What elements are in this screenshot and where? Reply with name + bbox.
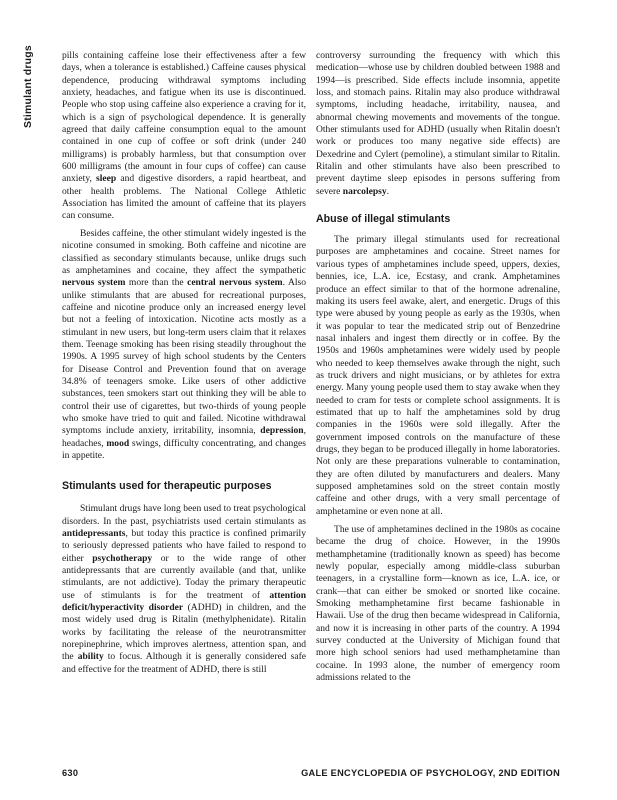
key-term: narcolepsy (342, 185, 387, 197)
page-number: 630 (62, 768, 79, 778)
paragraph: controversy surrounding the frequency with which this medication—whose use by children doubled between 1988 and 1994—is prescribed. Side effects include insomnia, appetite loss, and stomach pains. Ritalin may also produce withdrawal symptoms, including headache, irritability, nausea, and abnormal chewing movements and movements of the tongue. Other stimulants used for ADHD (usually when Ritalin doesn't work or produces too many negative side effects) are Dexedrine and Cylert (pemoline), a stimulant similar to Ritalin. Ritalin and other stimulants have also been prescribed to prevent daytime sleep episodes in persons suffering from severe narcolepsy. (316, 50, 560, 197)
paragraph: Stimulant drugs have long been used to treat psychological disorders. In the past, psychiatrists used certain stimulants as antidepressants, but today this practice is confined primarily to seriously depressed patients who have failed to respond to either psychotherapy or to the wide range of other antidepressants that are currently available (and that, unlike stimulants, are not addictive). Today the primary therapeutic use of stimulants is for the treatment of attention deficit/hyperactivity disorder (ADHD) in children, and the most widely used drug is Ritalin (methylphenidate). Ritalin works by facilitating the release of the neurotransmitter norepinephrine, which improves alertness, attention span, and the ability to focus. Although it is generally considered safe and effective for the treatment of ADHD, there is still (62, 503, 306, 675)
key-term: antidepressants (62, 528, 126, 540)
key-term: sleep (96, 173, 117, 185)
section-heading: Stimulants used for therapeutic purposes (62, 480, 272, 493)
key-term: psychotherapy (92, 552, 153, 564)
key-term: depression (260, 425, 304, 437)
paragraph: pills containing caffeine lose their effectiveness after a few days, when a tolerance is established.) Caffeine causes physical dependence, producing withdrawal symptoms including anxiety, headaches, and fatigue when its use is discontinued. People who stop using caffeine also experience a craving for it, which is a sign of psychological dependence. It is generally agreed that daily caffeine consumption equal to the amount contained in one cup of coffee or soft drink (under 240 milligrams) is probably harmless, but that consumption over 600 milligrams (the amount in four cups of coffee) can cause anxiety, sleep and digestive disorders, a rapid heartbeat, and other health problems. The National College Athletic Association has limited the amount of caffeine that its players can consume. (62, 50, 307, 222)
paragraph: Besides caffeine, the other stimulant widely ingested is the nicotine consumed in smoking. Both caffeine and nicotine are classified as secondary stimulants because, unlike drugs such as amphetamines and cocaine, they affect the sympathetic nervous system more than the central nervous system. Also unlike stimulants that are abused for recreational purposes, caffeine and nicotine produce only an increased energy level but not a feeling of intoxication. Nicotine acts mostly as a stimulant in new users, but long-term users claim that it relaxes them. Teenage smoking has been rising steadily throughout the 1990s. A 1995 survey of high school students by the Centers for Disease Control and Prevention found that on average 34.8% of teenagers smoke. Like users of other addictive substances, teen smokers start out thinking they will be able to control their use of cigarettes, but two-thirds of young people who smoke have tried to quit and failed. Nicotine withdrawal symptoms include anxiety, irritability, insomnia, depression, headaches, mood swings, difficulty concentrating, and changes in appetite. (62, 227, 307, 461)
running-head: Stimulant drugs (22, 45, 34, 128)
section-heading: Abuse of illegal stimulants (316, 213, 451, 226)
paragraph: The use of amphetamines declined in the 1980s as cocaine became the drug of choice. However, in the 1990s methamphetamine (traditionally known as speed) has become newly popular, especially among middle-class suburban teenagers, in a crystalline form—known as ice, L.A. ice, or crank—that can either be smoked or snorted like cocaine. Smoking methamphetamine first became fashionable in Hawaii. Use of the drug then became widespread in California, and now it is increasing in other parts of the country. A 1994 survey conducted at the University of Michigan found that more high school seniors had used methamphetamine than cocaine. In 1993 alone, the number of emergency room admissions related to the (316, 524, 560, 684)
right-column (316, 50, 560, 685)
key-term: mood (106, 437, 130, 449)
key-term: nervous system (62, 277, 126, 289)
key-term: ability (77, 651, 104, 663)
left-column (62, 50, 306, 676)
paragraph: The primary illegal stimulants used for recreational purposes are amphetamines and cocaine. Street names for various types of amphetamines include speed, uppers, dexies, bennies, ice, L.A. ice, Ecstasy, and crank. Amphetamines produce an effect similar to that of the hormone adrenaline, making its users feel awake, alert, and energetic. Drugs of this type were abused by young people as early as the 1930s, when it was popular to tear the medicated strip out of Benzedrine nasal inhalers and ingest them directly or in coffee. By the 1950s and 1960s amphetamines were widely used by people who needed to keep themselves awake through the night, such as truck drivers and night musicians, or by athletes for extra energy. Many young people used them to stay awake when they needed to cram for tests or complete school assignments. It is estimated that up to half the amphetamines sold by drug companies in the 1960s were sold illegally. After the government imposed controls on the manufacture of these drugs, they began to be produced illegally in home laboratories. Not only are these preparations vulnerable to contamination, they are often diluted by manufacturers and dealers. Many supposed amphetamines sold on the street contain mostly caffeine and other drugs, with a very small percentage of amphetamine or even none at all. (316, 234, 560, 517)
key-term: attention deficit/hyperactivity disorder (62, 589, 306, 614)
page-footer (62, 768, 560, 778)
key-term: central nervous system (187, 277, 283, 289)
publication-title: GALE ENCYCLOPEDIA OF PSYCHOLOGY, 2ND EDITION (301, 768, 560, 778)
